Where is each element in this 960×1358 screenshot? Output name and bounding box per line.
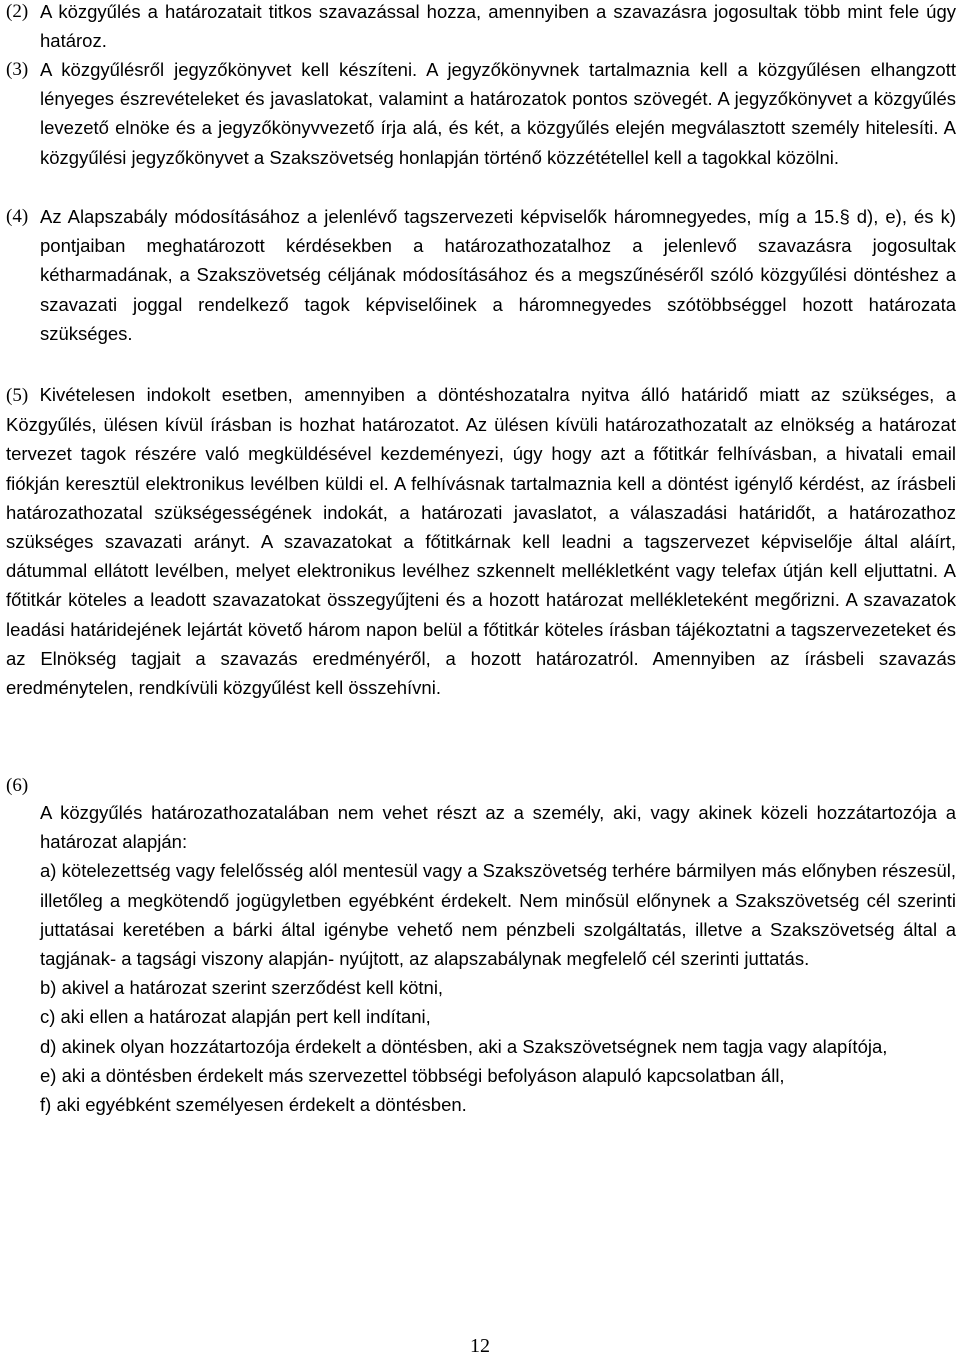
paragraph-4 bbox=[6, 202, 956, 348]
page-number: 12 bbox=[470, 1335, 490, 1357]
paragraph-text: A közgyűlésről jegyzőkönyvet kell készíteni. A jegyzőkönyvnek tartalmaznia kell a közgyűlésen elhangzott lényeges észrevételeket és javaslatokat, valamint a határozatok pontos szövegét. A jegyzőkönyvet a közgyűlés levezető elnöke és a jegyzőkönyvvezető írja alá, és két, a közgyűlés elején megválasztott személy hitelesíti. A közgyűlési jegyzőkönyvet a Szakszövetség honlapján történő közzététellel kell a tagokkal közölni. bbox=[40, 59, 956, 168]
paragraph-number: (2) bbox=[6, 1, 29, 22]
paragraph-number: (6) bbox=[6, 775, 29, 796]
list-item-a: a) kötelezettség vagy felelősség alól mentesül vagy a Szakszövetség terhére bármilyen más előnyben részesül, illetőleg a megkötendő jogügyletben egyébként érdekelt. Nem minősül előnynek a Szakszövetség cél szerinti juttatásai keretében a bárki által igénybe vehető nem pénzbeli szolgáltatás, illetve a Szakszövetség által a tagjának- a tagsági viszony alapján- nyújtott, az alapszabálynak megfelelő cél szerinti juttatás. bbox=[40, 860, 956, 970]
paragraph-2 bbox=[6, 0, 956, 55]
paragraph-number: (3) bbox=[6, 59, 29, 80]
paragraph-text: A közgyűlés a határozatait titkos szavazással hozza, amennyiben a szavazásra jogosultak több mint fele úgy határoz. bbox=[40, 1, 956, 52]
list-item-c: c) aki ellen a határozat alapján pert kell indítani, bbox=[40, 1006, 431, 1028]
list-item-d: d) akinek olyan hozzátartozója érdekelt a döntésben, aki a Szakszövetségnek nem tagja vagy alapítója, bbox=[40, 1035, 888, 1057]
paragraph-text: Kivételesen indokolt esetben, amennyiben a döntéshozatalra nyitva álló határidő miatt az szükséges, a Közgyűlés, ülésen kívül írásban is hozhat határozatot. Az ülésen kívüli határozathozatalt az elnökség a határozat tervezet tagok részére való megküldésével kezdeményezi, úgy hogy azt a főtitkár felhívásban, a hivatali email fiókján keresztül elektronikus levélben küldi el. A felhívásnak tartalmaznia kell a döntést igénylő kérdést, az írásbeli határozathozatal szükségességének indokát, a határozati javaslatot, a válaszadási határidőt, a határozathoz szükséges szavazati arányt. A szavazatokat a főtitkárnak kell leadni a tagszervezet képviselője által aláírt, dátummal ellátott levélben, melyet elektronikus levélhez szkennelt mellékletként vagy telefax útján kell eljuttatni. A főtitkár köteles a leadott szavazatokat összegyűjteni és a hozott határozat mellékleteként megőrizni. A szavazatok leadási határidejének lejártát követő három napon belül a főtitkár köteles írásban tájékoztatni a tagszervezeteket és az Elnökség tagjait a szavazás eredményéről, a hozott határozatról. Amennyiben az írásbeli szavazás eredménytelen, rendkívüli közgyűlést kell összehívni. bbox=[6, 384, 956, 699]
paragraph-text: Az Alapszabály módosításához a jelenlévő tagszervezeti képviselők háromnegyedes, míg a 15.§ d), e), és k) pontjaiban meghatározott kérdésekben a határozathozatalhoz a jelenlevő szavazásra jogosultak kétharmadának, a Szakszövetség céljának módosításához és a megszűnéséről szóló közgyűlési döntéshez a szavazati joggal rendelkező tagok képviselőinek a háromnegyedes szótöbbséggel hozott határozata szükséges. bbox=[40, 206, 956, 344]
paragraph-number: (4) bbox=[6, 206, 29, 227]
list-item-b: b) akivel a határozat szerint szerződést kell kötni, bbox=[40, 977, 444, 999]
paragraph-5 bbox=[6, 380, 956, 702]
paragraph-intro: A közgyűlés határozathozatalában nem vehet részt az a személy, aki, vagy akinek közeli hozzátartozója a határozat alapján: bbox=[40, 802, 956, 853]
paragraph-6-number bbox=[6, 770, 956, 800]
paragraph-6 bbox=[40, 798, 956, 1119]
paragraph-3 bbox=[6, 55, 956, 172]
list-item-e: e) aki a döntésben érdekelt más szervezettel többségi befolyáson alapuló kapcsolatban áll, bbox=[40, 1064, 785, 1086]
paragraph-number: (5) bbox=[6, 385, 29, 406]
list-item-f: f) aki egyébként személyesen érdekelt a döntésben. bbox=[40, 1094, 467, 1116]
